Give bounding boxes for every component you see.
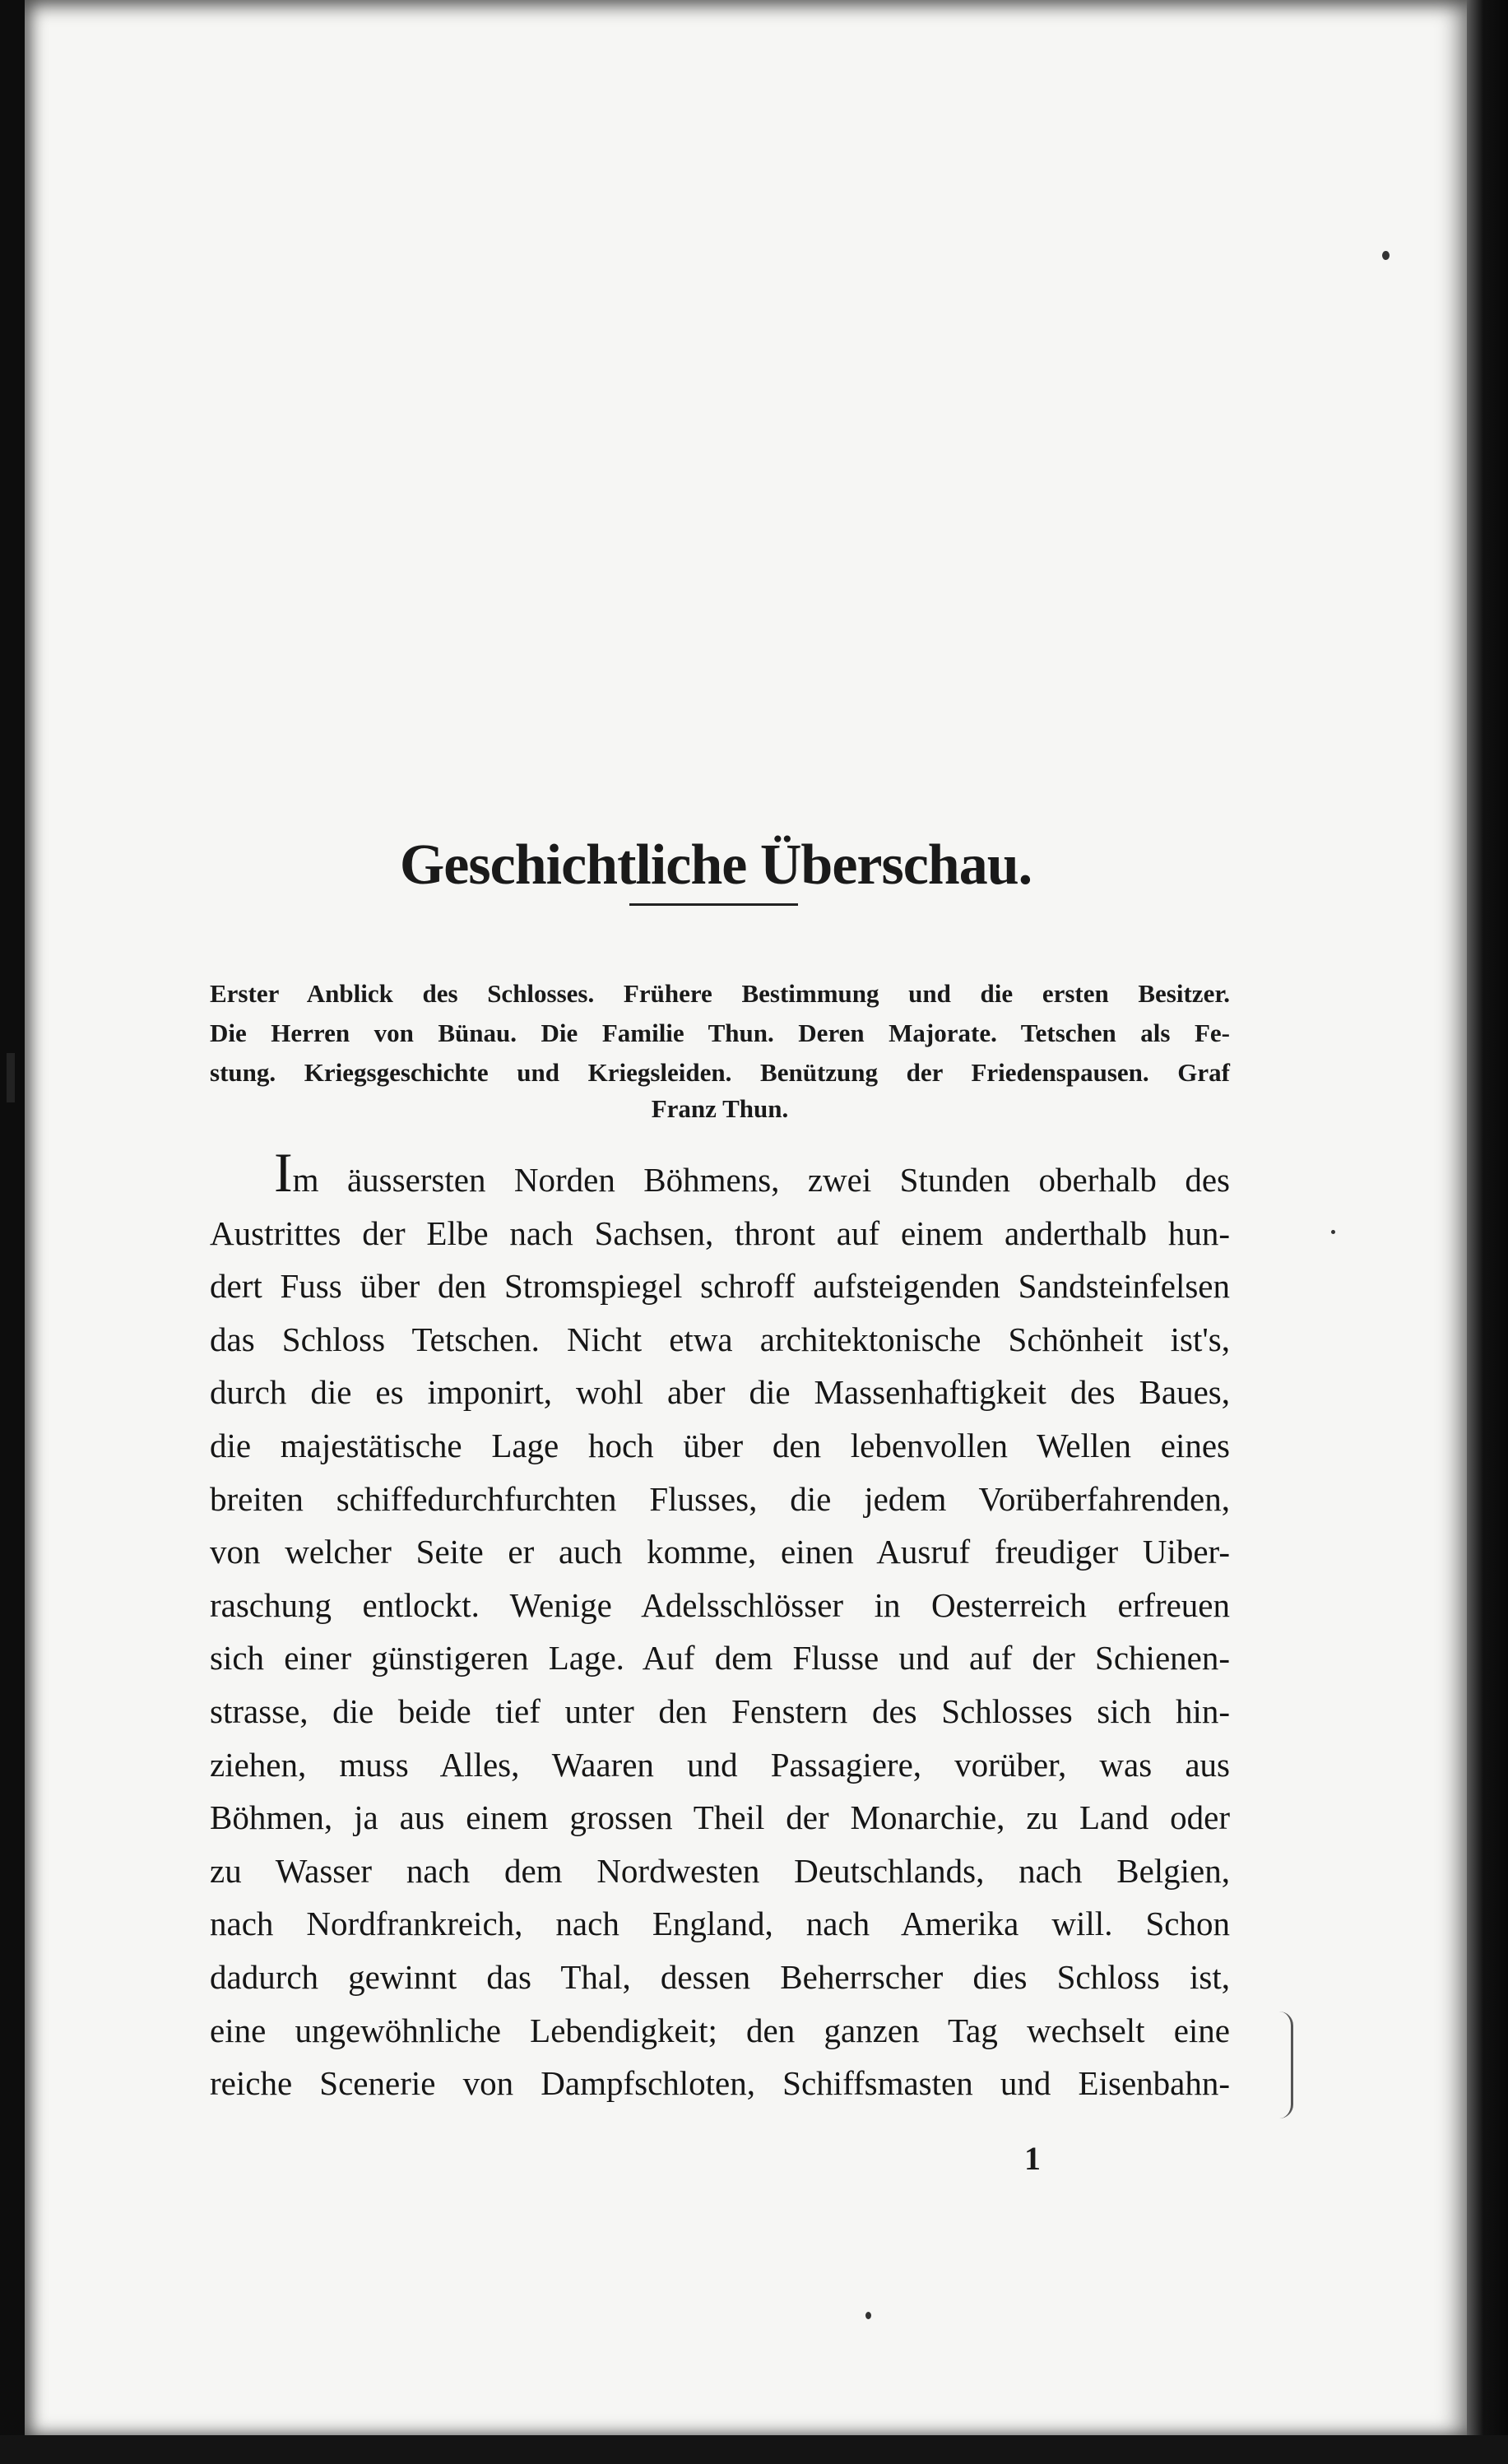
body-line: dert Fuss über den Stromspiegel schroff aufsteigenden Sandsteinfelsen: [210, 1267, 1230, 1306]
page-title: Geschichtliche Überschau.: [399, 833, 1032, 897]
summary-line: Erster Anblick des Schlosses. Frühere Bestimmung und die ersten Besitzer.: [210, 979, 1230, 1008]
body-line: strasse, die beide tief unter den Fenstern des Schlosses sich hin-: [210, 1691, 1230, 1730]
speck: [1382, 251, 1390, 260]
body-first-line: [210, 1141, 1230, 1207]
speck: [865, 2312, 871, 2319]
first-line-text: m äussersten Norden Böhmens, zwei Stunden oberhalb des: [292, 1161, 1230, 1199]
summary-line-last: Franz Thun.: [651, 1094, 789, 1123]
chapter-summary: [210, 974, 1230, 1093]
title-rule: [629, 903, 798, 906]
speck: [1331, 1230, 1335, 1234]
binding-mark: [7, 1053, 15, 1102]
summary-line: Die Herren von Bünau. Die Familie Thun. Deren Majorate. Tetschen als Fe-: [210, 1019, 1230, 1047]
summary-line: stung. Kriegsgeschichte und Kriegsleiden. Benützung der Friedenspausen. Graf: [210, 1058, 1230, 1087]
page-number: 1: [1024, 2140, 1041, 2177]
scan-edge-left: [0, 0, 25, 2464]
body-line: von welcher Seite er auch komme, einen Ausruf freudiger Uiber-: [210, 1533, 1230, 1571]
body-line: nach Nordfrankreich, nach England, nach Amerika will. Schon: [210, 1905, 1230, 1943]
body-line: das Schloss Tetschen. Nicht etwa architektonische Schönheit ist's,: [210, 1320, 1230, 1358]
body-line: die majestätische Lage hoch über den lebenvollen Wellen eines: [210, 1426, 1230, 1464]
body-line: eine ungewöhnliche Lebendigkeit; den ganzen Tag wechselt eine: [210, 2011, 1230, 2049]
margin-bracket-mark: [1279, 2012, 1293, 2118]
body-line: breiten schiffedurchfurchten Flusses, die jedem Vorüberfahrenden,: [210, 1479, 1230, 1518]
body-line: reiche Scenerie von Dampfschloten, Schiffsmasten und Eisenbahn-: [210, 2064, 1230, 2103]
body-line: zu Wasser nach dem Nordwesten Deutschlands, nach Belgien,: [210, 1851, 1230, 1890]
body-line: durch die es imponirt, wohl aber die Massenhaftigkeit des Baues,: [210, 1373, 1230, 1412]
body-line: sich einer günstigeren Lage. Auf dem Flusse und auf der Schienen-: [210, 1639, 1230, 1677]
body-line: raschung entlockt. Wenige Adelsschlösser in Oesterreich erfreuen: [210, 1585, 1230, 1624]
scan-edge-bottom: [0, 2435, 1508, 2464]
body-line: Böhmen, ja aus einem grossen Theil der Monarchie, zu Land oder: [210, 1798, 1230, 1837]
scan-edge-right: [1467, 0, 1508, 2464]
initial-letter: I: [274, 1141, 293, 1204]
body-text: [210, 1141, 1230, 2110]
body-line: Austrittes der Elbe nach Sachsen, thront auf einem anderthalb hun-: [210, 1213, 1230, 1252]
body-line: ziehen, muss Alles, Waaren und Passagiere, vorüber, was aus: [210, 1745, 1230, 1784]
body-line: dadurch gewinnt das Thal, dessen Beherrscher dies Schloss ist,: [210, 1957, 1230, 1996]
